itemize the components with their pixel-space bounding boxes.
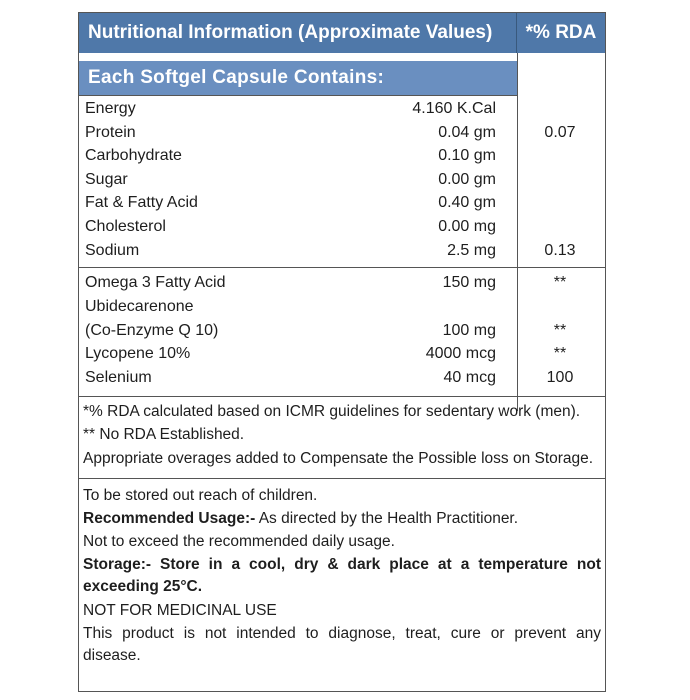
nutrient-value: 40 mcg <box>443 369 496 387</box>
no-rda-footnote: ** No RDA Established. <box>83 426 245 443</box>
table-row <box>79 342 605 365</box>
not-medicinal-note: NOT FOR MEDICINAL USE <box>83 602 277 619</box>
rda-column-header: *% RDA <box>517 13 605 53</box>
divider-sections <box>79 267 605 268</box>
nutrient-name: Omega 3 Fatty Acid <box>85 274 226 291</box>
table-row <box>79 168 605 191</box>
table-row <box>79 97 605 120</box>
nutrient-value: 0.04 gm <box>438 123 496 141</box>
table-row <box>79 271 605 294</box>
nutrient-name: Cholesterol <box>85 218 166 235</box>
not-exceed-note: Not to exceed the recommended daily usage. <box>83 533 395 550</box>
storage-instructions <box>83 554 601 598</box>
recommended-usage-text: As directed by the Health Practitioner. <box>255 510 519 527</box>
storage-children-note: To be stored out reach of children. <box>83 487 318 504</box>
nutrient-name: Protein <box>85 123 136 141</box>
nutrient-name: Fat & Fatty Acid <box>85 194 198 212</box>
nutrient-rda: 0.07 <box>544 123 576 141</box>
divider-top <box>79 95 517 96</box>
table-row <box>79 239 605 262</box>
nutrient-rda: 0.13 <box>544 241 576 259</box>
nutrient-name: Energy <box>85 100 136 117</box>
divider-table-end <box>79 396 605 397</box>
sub-header: Each Softgel Capsule Contains: <box>79 61 517 95</box>
nutrient-name: Lycopene 10% <box>85 345 191 363</box>
nutrient-value: 0.00 gm <box>438 170 496 188</box>
nutrient-name: (Co-Enzyme Q 10) <box>85 321 219 339</box>
nutrient-name: Sodium <box>85 241 140 259</box>
disclaimer: This product is not intended to diagnose, treat, cure or prevent any disease. <box>83 625 601 664</box>
divider-notes-end <box>79 478 605 479</box>
nutrient-value: 2.5 mg <box>447 241 496 259</box>
nutrient-value: 4000 mcg <box>425 345 496 363</box>
table-row <box>79 295 605 318</box>
nutrient-name: Carbohydrate <box>85 147 182 165</box>
nutrient-value: 0.00 mg <box>438 218 496 235</box>
storage-label: Storage:- <box>83 556 152 573</box>
nutrient-value: 0.10 gm <box>438 147 496 165</box>
table-row <box>79 319 605 342</box>
nutrient-name: Ubidecarenone <box>85 297 194 315</box>
rda-footnote: *% RDA calculated based on ICMR guidelines for sedentary work (men). <box>83 403 581 420</box>
table-row <box>79 215 605 238</box>
table-title: Nutritional Information (Approximate Values) <box>79 13 517 53</box>
nutrient-value: 0.40 gm <box>438 194 496 212</box>
nutrient-rda: ** <box>553 321 567 339</box>
table-row <box>79 121 605 144</box>
recommended-usage-label: Recommended Usage:- <box>83 510 256 527</box>
nutrient-rda: ** <box>553 274 567 291</box>
recommended-usage <box>83 508 518 530</box>
nutrition-panel <box>78 12 606 692</box>
nutrient-value: 150 mg <box>442 274 496 291</box>
table-row <box>79 191 605 214</box>
nutrient-rda: ** <box>553 345 567 363</box>
nutrient-name: Sugar <box>85 170 128 188</box>
nutrient-rda: 100 <box>546 369 574 387</box>
table-row <box>79 144 605 167</box>
nutrient-value: 100 mg <box>442 321 496 339</box>
nutrient-value: 4.160 K.Cal <box>412 100 496 117</box>
overages-note: Appropriate overages added to Compensate the Possible loss on Storage. <box>83 450 594 467</box>
table-row <box>79 366 605 389</box>
nutrient-name: Selenium <box>85 369 152 387</box>
storage-text: Store in a cool, dry & dark place at a temperature not exceeding 25°C. <box>83 556 601 595</box>
